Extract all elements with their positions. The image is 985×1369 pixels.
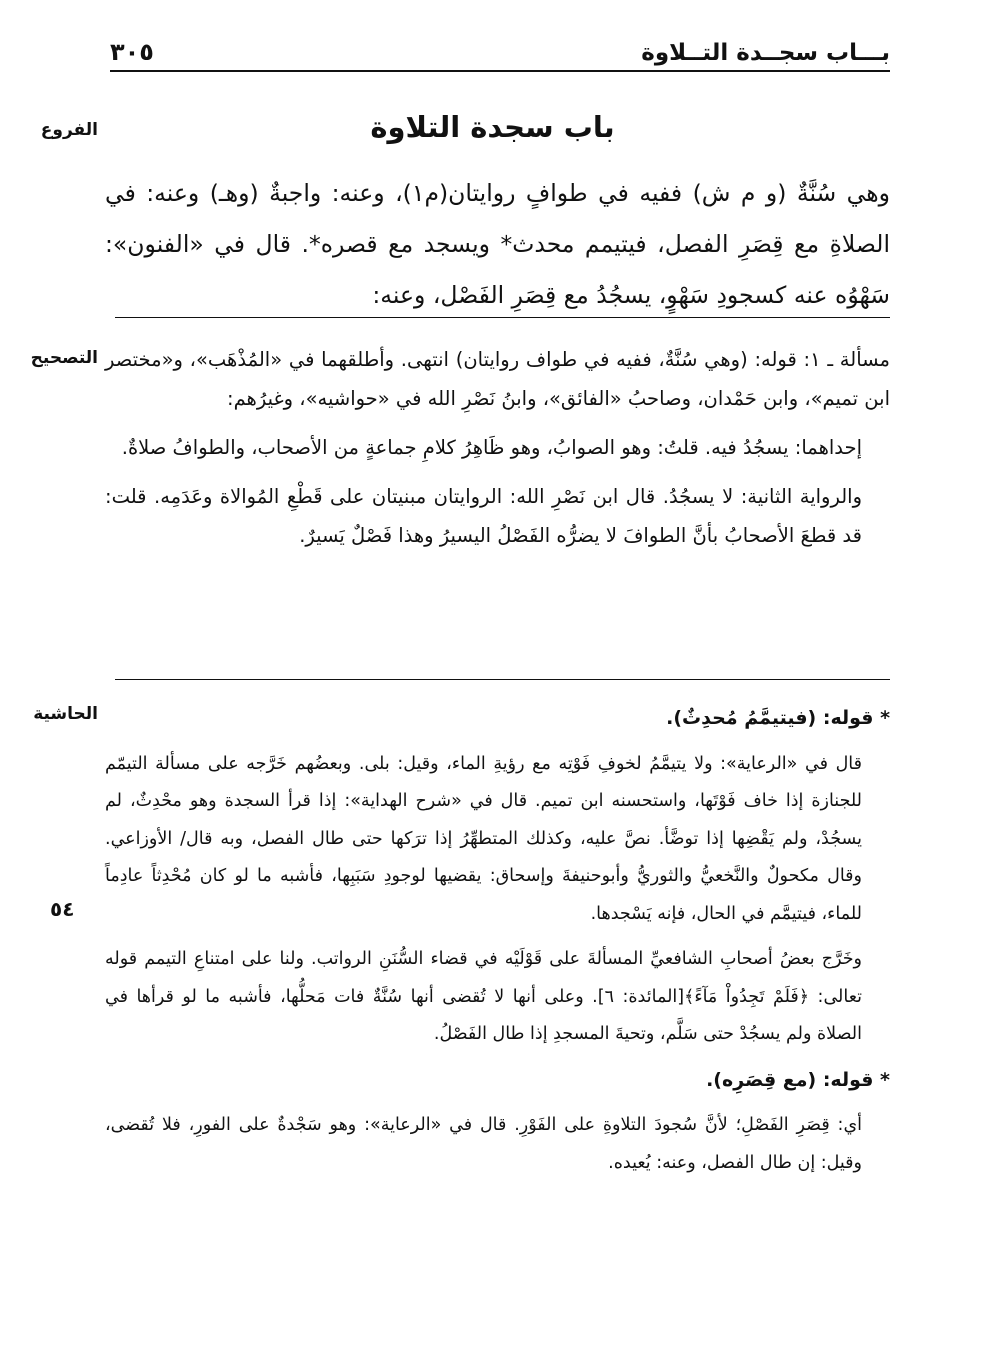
side-label-furu: الفروع xyxy=(40,120,98,140)
section-divider xyxy=(115,679,890,680)
hashiya-paragraph: قال في «الرعاية»: ولا يتيمَّمُ لخوفِ فَوْتِه مع رؤيةِ الماء، وقيل: بلى. وبعضُهم خَرَّجه على مسألة التيمّم للجنازة إذا خاف فَوْتَها، واستحسنه ابن تميم. قال في «شرح الهداية»: إذا قرأ السجدة وهو محْدِثٌ، لم يسجُدْ، ولم يَقْضِها إذا توضَّأ. نصَّ عليه، وكذلك المتطهِّرُ إذا ترَكها حتى طال الفصل، وبه قال/ الأوزاعي. وقال مكحولٌ والنَّخعيُّ والثوريُّ وأبوحنيفةَ وإسحاق: يقضيها لوجودِ سَبَبِها، فأشبه ما لو كان مُحْدِثاً عادِماً للماء، فيتيمَّم في الحال، فإنه يَسْجدها. xyxy=(105,753,862,924)
hashiya-paragraph: وخَرَّج بعضُ أصحابِ الشافعيِّ المسألةَ على قَوْلَيْه في قضاء السُّنَنِ الرواتب. ولنا على امتناعِ التيمم قوله تعالى: ﴿فَلَمْ تَجِدُواْ مَآءً﴾[المائدة: ٦]. وعلى أنها لا تُقضى أنها سُنَّةٌ فات مَحلُّها، فأشبه ما لو قرأها في الصلاة ولم يسجُدْ حتى سَلَّم، وتحيةَ المسجدِ إذا طال الفَصْلُ. xyxy=(105,949,863,1044)
tashih-paragraph: والرواية الثانية: لا يسجُدُ. قال ابن نَصْرِ الله: الروايتان مبنيتان على قَطْعِ المُوالاة وعَدَمِه. قلت: قد قطعَ الأصحابُ بأنَّ الطوافَ لا يضرُّه الفَصْلُ اليسيرُ وهذا فَصْلٌ يَسيرٌ. xyxy=(105,485,862,547)
running-title: بـــاب سجــدة التــلاوة xyxy=(641,40,890,66)
page-number: ٣٠٥ xyxy=(110,38,154,66)
main-text: وهي سُنَّةٌ (و م ش) ففيه في طوافٍ روايتان(م١)، وعنه: واجبةٌ (وهـ) وعنه: في الصلاةِ مع قِصَرِ الفصل، فيتيمم محدث* ويسجد مع قصره*. قال في «الفنون»: سَهْوُه عنه كسجودِ سَهْوٍ، يسجُدُ مع قِصَرِ الفَصْل، وعنه: xyxy=(105,179,891,309)
side-label-tashih: التصحيح xyxy=(30,348,98,368)
chapter-title: باب سجدة التلاوة xyxy=(370,110,615,144)
hashiya-section xyxy=(105,700,890,1190)
header-rule xyxy=(110,70,890,72)
hashiya-heading: * قوله: (مع قِصَرِه). xyxy=(706,1068,890,1091)
tashih-paragraph: مسألة ـ ١: قوله: (وهي سُنَّةٌ، ففيه في طواف روايتان) انتهى. وأطلقهما في «المُذْهَب»، و«مختصر ابن تميم»، وابن حَمْدان، وصاحبُ «الفائق»، وابنُ نَصْرِ الله في «حواشيه»، وغيرُهم: xyxy=(105,348,890,410)
original-page-reference: ٥٤ xyxy=(50,897,75,921)
hashiya-paragraph: أي: قِصَرِ الفَصْلِ؛ لأنَّ سُجودَ التلاوةِ على الفَوْرِ. قال في «الرعاية»: وهو سَجْدةٌ على الفورِ، فلا تُقضى، وقيل: إن طال الفصل، وعنه: يُعيده. xyxy=(105,1115,862,1173)
section-divider xyxy=(115,317,890,318)
tashih-paragraph: إحداهما: يسجُدُ فيه. قلتُ: وهو الصوابُ، وهو ظَاهِرُ كلامِ جماعةٍ من الأصحاب، والطوافُ صلاةٌ. xyxy=(121,436,862,459)
tashih-section xyxy=(105,340,890,565)
side-label-hashiya: الحاشية xyxy=(33,704,98,724)
hashiya-heading: * قوله: (فيتيمَّمُ مُحدِثٌ). xyxy=(666,707,890,729)
